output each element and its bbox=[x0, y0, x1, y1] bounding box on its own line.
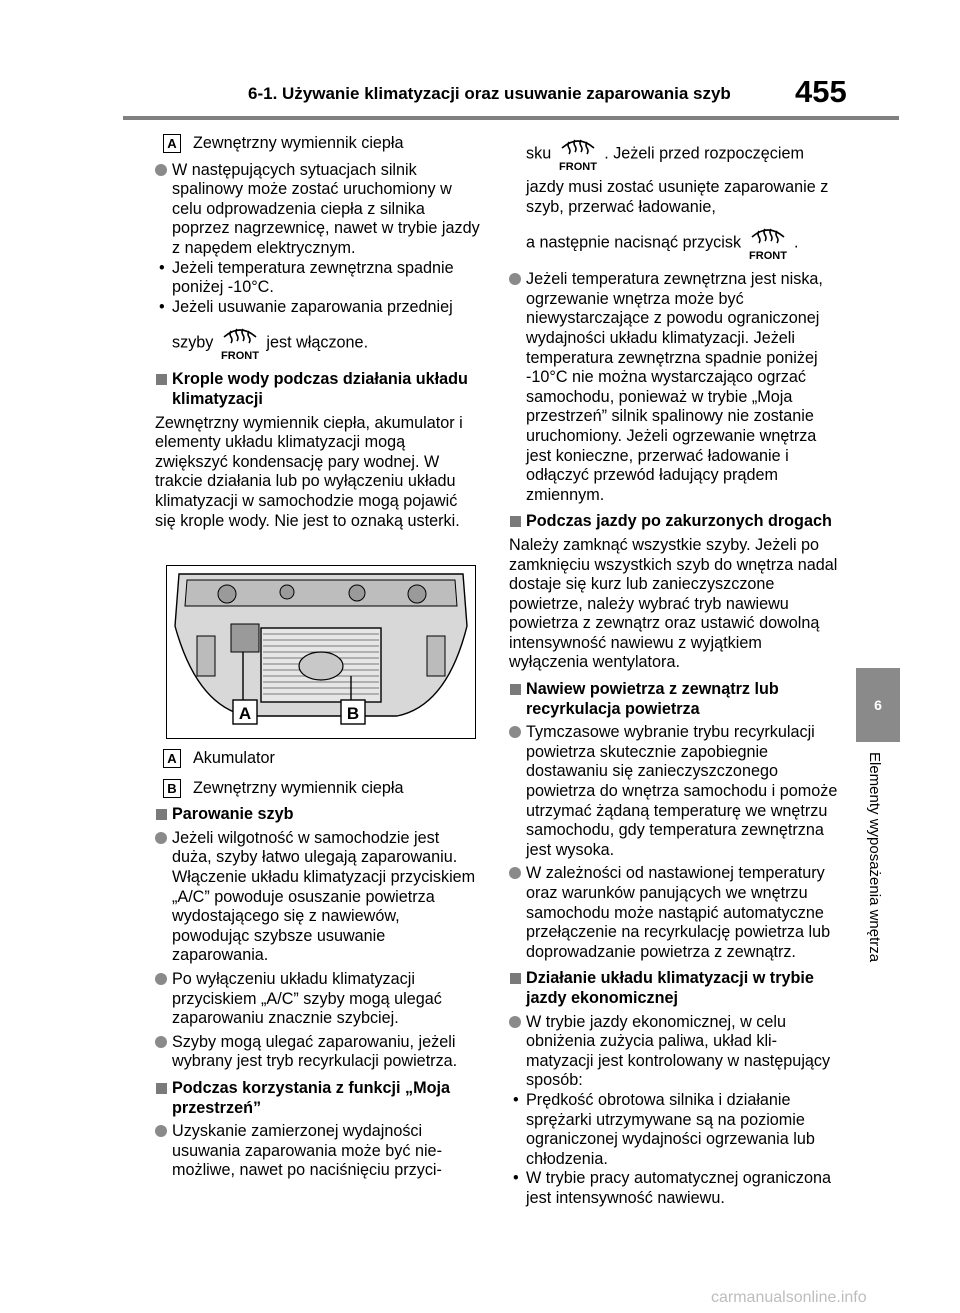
front-defogger-icon bbox=[746, 223, 790, 263]
bullet-text: Uzyskanie zamierzonej wydajności usuwania zaparowania może być niemożliwe, nawet po naciśnięciu przyci- bbox=[172, 1122, 442, 1180]
bullet-text: Jeżeli wilgotność w samochodzie jest duża, szyby łatwo ulegają zaparowaniu. Włączenie układu klimatyzacji przyciskiem „A/C” powoduje osuszanie powietrza wydostającego się z nawiewów, powodując szybsze usuwanie zaparowania. bbox=[172, 828, 476, 965]
legend-text: Akumulator bbox=[193, 749, 275, 767]
front-defogger-icon bbox=[218, 323, 262, 363]
left-column-top bbox=[155, 134, 480, 531]
label-a-box: A bbox=[163, 134, 181, 153]
section-title: 6-1. Używanie klimatyzacji oraz usuwanie zaparowania szyb bbox=[248, 84, 731, 103]
bullet-dot bbox=[509, 273, 521, 285]
bullet-item bbox=[509, 1013, 839, 1091]
header-rule bbox=[123, 116, 899, 120]
dash-text: W trybie pracy automatycznej ograniczona jest intensywność nawiewu. bbox=[526, 1169, 832, 1207]
square-bullet bbox=[156, 374, 167, 385]
square-bullet bbox=[156, 809, 167, 820]
section-heading bbox=[509, 969, 839, 1008]
bullet-dot bbox=[155, 1036, 167, 1048]
bullet-item bbox=[509, 270, 839, 505]
dash-item bbox=[509, 1169, 839, 1208]
label-a-box: A bbox=[163, 749, 181, 768]
legend-item-b bbox=[163, 779, 480, 799]
continuation-text: jazdy musi zostać usunięte zaparowanie z szyb, przerwać ładowanie, bbox=[526, 178, 829, 216]
legend-text: Zewnętrzny wymiennik ciepła bbox=[193, 134, 404, 152]
legend-item-a bbox=[163, 749, 480, 769]
label-b-box: B bbox=[163, 779, 181, 798]
bullet-dot bbox=[155, 832, 167, 844]
chapter-title: Elementy wyposażenia wnętrza bbox=[866, 752, 883, 963]
watermark-text: carmanualsonline.info bbox=[711, 1289, 867, 1306]
bullet-dot bbox=[509, 867, 521, 879]
bullet-item bbox=[155, 970, 480, 1029]
heading-text: Podczas jazdy po zakurzonych drogach bbox=[526, 512, 832, 531]
bullet-item bbox=[509, 723, 839, 860]
section-heading bbox=[155, 370, 480, 409]
page-number: 455 bbox=[795, 74, 847, 109]
heading-text: Nawiew powietrza z zewnątrz lub recyrkulacja powietrza bbox=[526, 680, 779, 718]
bullet-item bbox=[155, 829, 480, 966]
dash-text: Prędkość obrotowa silnika i działanie sprężarki utrzymywane są na poziomie ograniczonej wydajności ogrzewania lub chłodzenia. bbox=[526, 1090, 815, 1168]
bullet-text: Tymczasowe wybranie trybu recyrkulacji powietrza skutecznie zapobiegnie dostawaniu się zanieczyszczonego powietrza do wnętrza samochodu i pomoże utrzymać żądaną temperaturę we wnętrzu samochodu, gdy temperatura zewnętrzna jest wysoka. bbox=[526, 723, 838, 859]
bullet-item bbox=[509, 864, 839, 962]
bullet-text: W trybie jazdy ekonomicznej, w celu obniżenia zużycia paliwa, układ klimatyzacji jest kontrolowany w następujący sposób: bbox=[526, 1012, 831, 1090]
continuation-text: . bbox=[794, 233, 799, 252]
engine-diagram bbox=[167, 566, 475, 738]
bullet-dot bbox=[509, 1016, 521, 1028]
dash-item bbox=[509, 1091, 839, 1169]
section-heading bbox=[155, 805, 480, 825]
dash-text: jest włączone. bbox=[266, 333, 369, 352]
svg-text:FRONT: FRONT bbox=[748, 250, 787, 263]
bullet-item bbox=[155, 161, 480, 259]
legend-text: Zewnętrzny wymiennik ciepła bbox=[193, 778, 404, 797]
bullet-item bbox=[155, 1033, 480, 1072]
continuation-text: sku bbox=[526, 144, 552, 163]
bullet-text: Po wyłączeniu układu klimatyzacji przyciskiem „A/C” szyby mogą ulegać zaparowaniu znacznie szybciej. bbox=[172, 969, 442, 1028]
figure-label-b: B bbox=[346, 704, 360, 723]
square-bullet bbox=[510, 516, 521, 527]
section-heading bbox=[509, 680, 839, 719]
front-defogger-icon bbox=[556, 134, 600, 174]
paragraph: Zewnętrzny wymiennik ciepła, akumulator i elementy układu klimatyzacji mogą zwiększyć kondensację pary wodnej. W trakcie działania lub po wyłączeniu układu klimatyzacji w samochodzie mogą pojawić się krople wody. Nie jest to oznaką usterki. bbox=[155, 413, 463, 530]
bullet-item bbox=[155, 1122, 480, 1181]
bullet-dot bbox=[155, 1125, 167, 1137]
section-heading bbox=[155, 1079, 480, 1118]
continuation-text: . Jeżeli przed rozpoczęciem bbox=[604, 144, 804, 163]
heading-text: Parowanie szyb bbox=[172, 805, 294, 824]
legend-item-a-top bbox=[163, 134, 480, 154]
heading-text: Podczas korzystania z funkcji „Moja przestrzeń” bbox=[172, 1078, 450, 1117]
dash-item bbox=[155, 298, 480, 318]
continuation-text: a następnie nacisnąć przycisk bbox=[526, 233, 742, 252]
dash-text: Jeżeli usuwanie zaparowania przedniej bbox=[172, 297, 453, 316]
dash-continuation bbox=[155, 323, 480, 363]
dash-text: Jeżeli temperatura zewnętrzna spadnie poniżej -10°C. bbox=[172, 258, 454, 297]
bullet-dot bbox=[155, 164, 167, 176]
heading-text: Działanie układu klimatyzacji w trybie jazdy ekonomicznej bbox=[526, 969, 814, 1007]
dash-text: szyby bbox=[172, 333, 214, 352]
section-heading bbox=[509, 512, 839, 532]
bullet-text: W zależności od nastawionej temperatury oraz warunków panujących we wnętrzu samochodu może nastąpić automatyczne przełączenie na recyrkulację powietrza lub doprowadzanie powietrza z zewnątrz. bbox=[526, 864, 831, 961]
bullet-text: W następujących sytuacjach silnik spalinowy może zostać uruchomiony w celu odprowadzenia ciepła z silnika poprzez nagrzewnicę, nawet w trybie jazdy z napędem elektrycznym. bbox=[172, 160, 480, 257]
square-bullet bbox=[510, 973, 521, 984]
bullet-dot bbox=[155, 973, 167, 985]
square-bullet bbox=[510, 684, 521, 695]
dash-item bbox=[155, 259, 480, 298]
continuation-line bbox=[509, 134, 839, 174]
left-column-bottom bbox=[155, 749, 480, 1181]
bullet-text: Szyby mogą ulegać zaparowaniu, jeżeli wybrany jest tryb recyrkulacji powietrza. bbox=[172, 1032, 458, 1071]
bullet-text: Jeżeli temperatura zewnętrzna jest niska, ogrzewanie wnętrza może być niewystarczające z powodu ograniczonej wydajności układu klimatyzacji. Jeżeli temperatura zewnętrzna spadnie poniżej -10°C nie można wystarczająco ogrzać samochodu, ponieważ w trybie „Moja przestrzeń” silnik spalinowy nie zostanie uruchomiony. Jeżeli ogrzewanie wnętrza jest konieczne, przerwać ładowanie i odłączyć przewód ładujący prądem zmiennym. bbox=[526, 270, 823, 504]
continuation-line bbox=[509, 223, 839, 263]
bullet-dot bbox=[509, 726, 521, 738]
heading-text: Krople wody podczas działania układu klimatyzacji bbox=[172, 370, 468, 408]
svg-text:FRONT: FRONT bbox=[558, 161, 597, 173]
right-column bbox=[509, 134, 839, 1209]
engine-bay-illustration bbox=[166, 565, 476, 739]
square-bullet bbox=[156, 1083, 167, 1094]
paragraph: Należy zamknąć wszystkie szyby. Jeżeli po zamknięciu wszystkich szyb do wnętrza nadal dostaje się kurz lub zanieczyszczone powietrze, należy wybrać tryb nawiewu powietrza z zewnątrz oraz ustawić dowolną intensywność nawiewu z wyjątkiem wyłączenia wentylatora. bbox=[509, 535, 838, 672]
figure-label-a: A bbox=[238, 704, 252, 723]
svg-text:FRONT: FRONT bbox=[220, 350, 259, 363]
chapter-tab: 6 bbox=[856, 668, 900, 742]
